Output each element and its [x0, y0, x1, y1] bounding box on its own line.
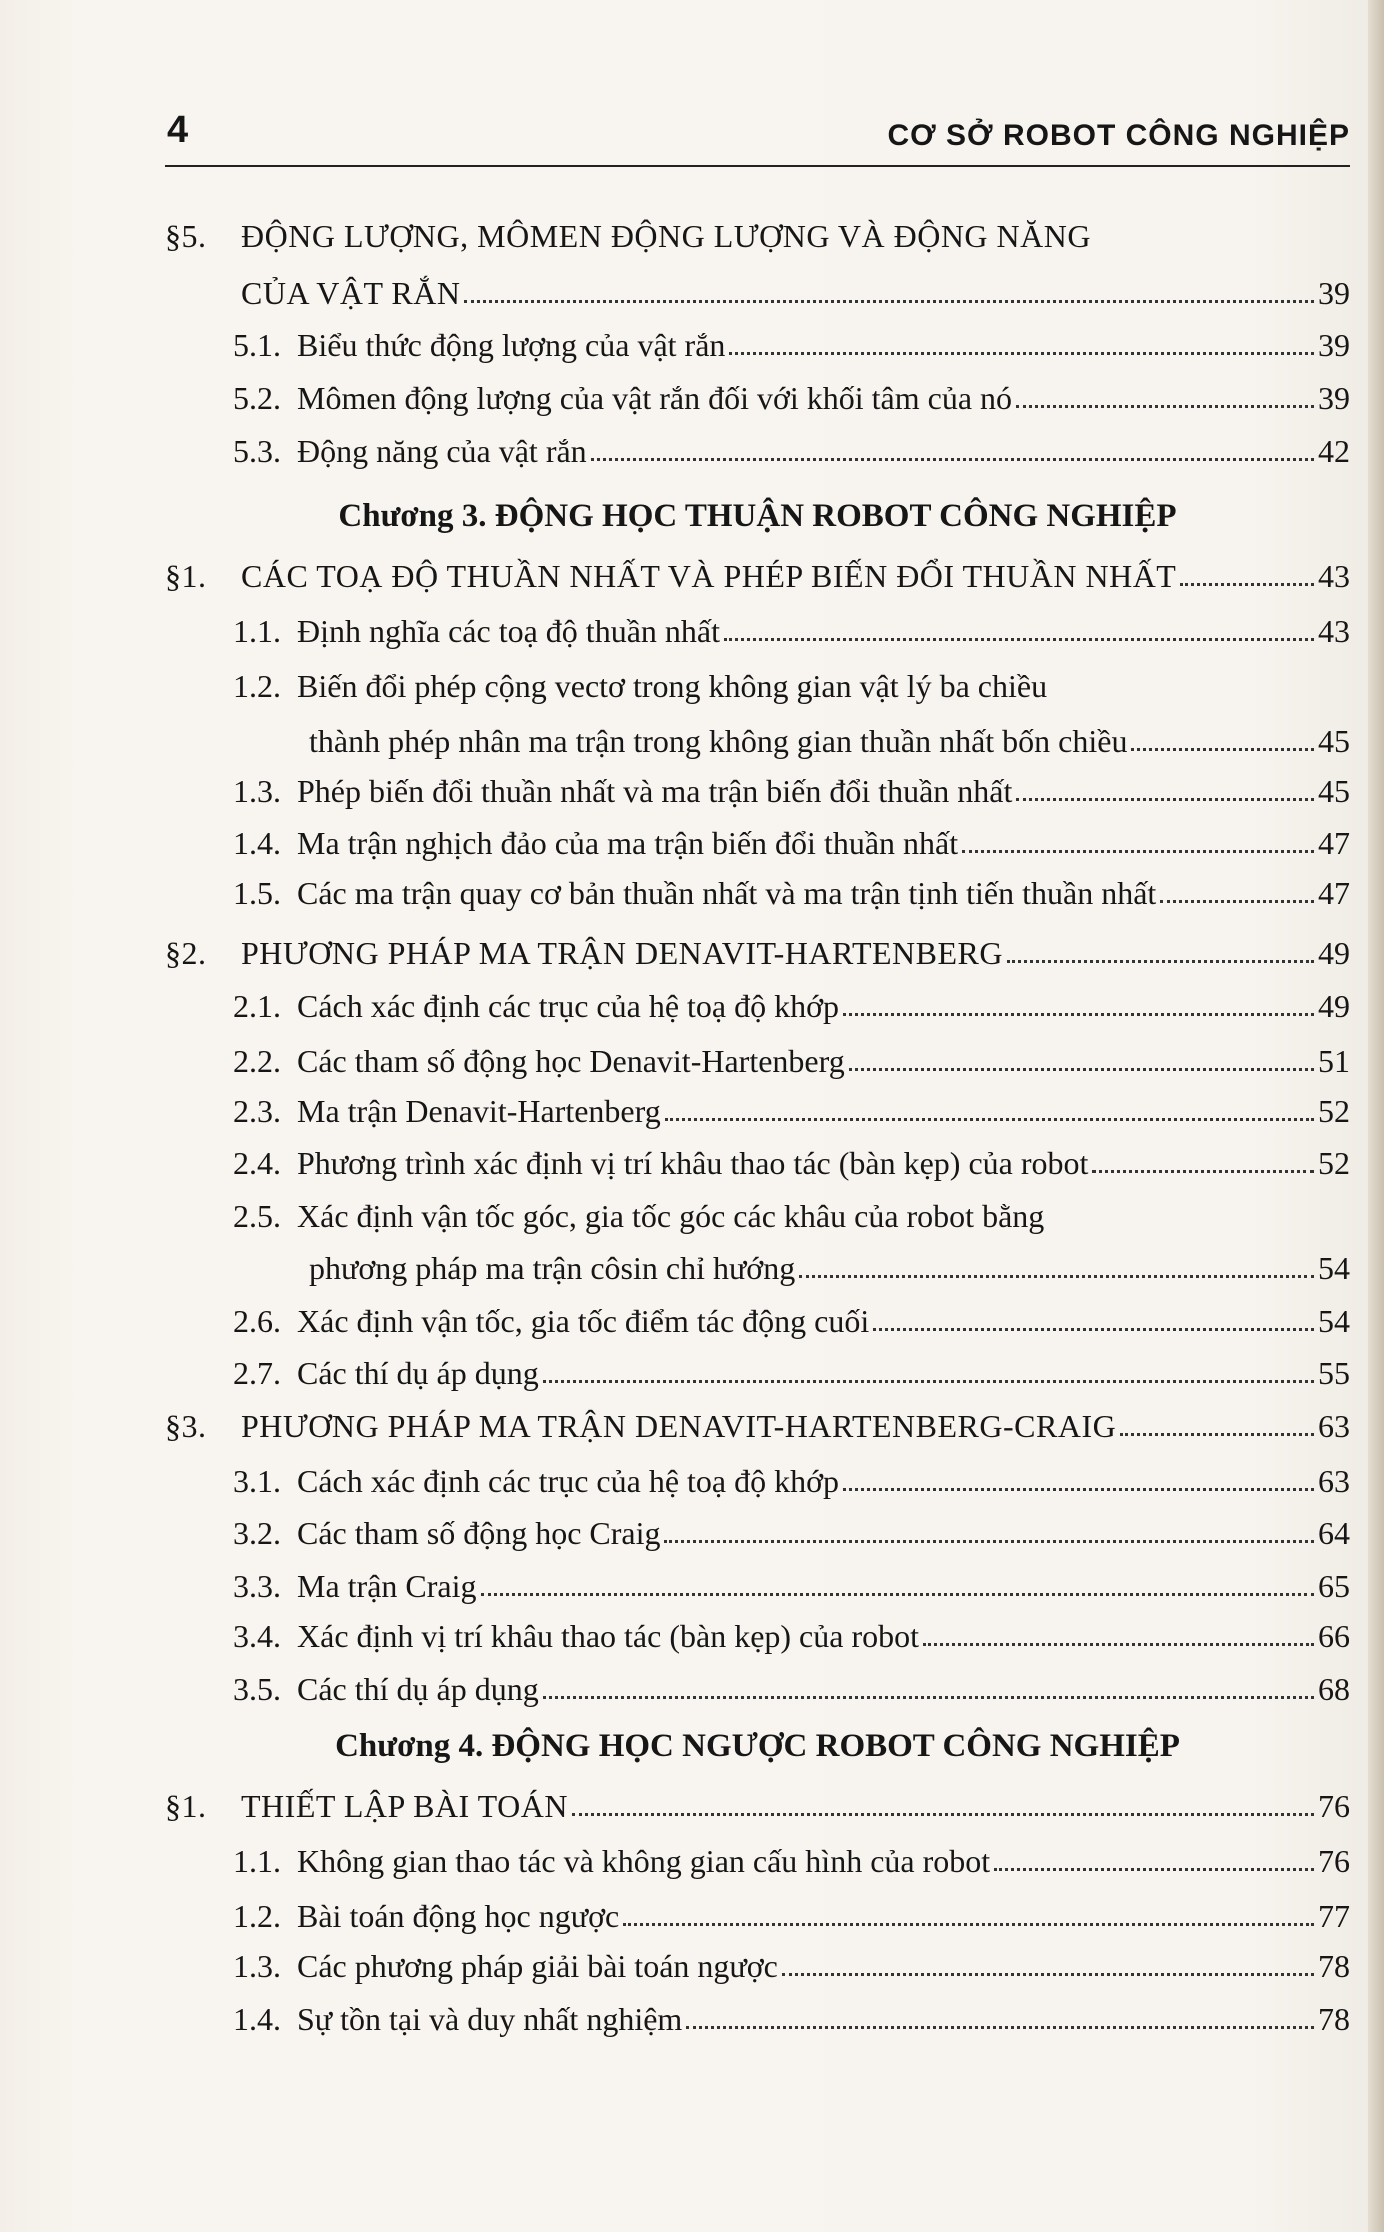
toc-entry [233, 1555, 1350, 1605]
entry-title: Phép biến đổi thuần nhất và ma trận biến đổi thuần nhất [297, 773, 1013, 809]
entry-title: Động năng của vật rắn [297, 433, 587, 469]
entry-number: §3. [165, 1408, 207, 1444]
entry-title: PHƯƠNG PHÁP MA TRẬN DENAVIT-HARTENBERG-CRAIG [241, 1408, 1117, 1444]
dot-leader [1131, 748, 1314, 751]
toc-entry [165, 922, 1350, 972]
entry-number: 1.1. [233, 613, 281, 649]
dot-leader [623, 1923, 1314, 1926]
toc-entry [233, 1830, 1350, 1880]
entry-title: Xác định vận tốc góc, gia tốc góc các khâu của robot bằng [297, 1198, 1045, 1234]
toc-entry [233, 1885, 1350, 1935]
entry-page-number: 52 [1318, 1145, 1350, 1181]
dot-leader [994, 1868, 1314, 1871]
entry-page-number: 47 [1318, 825, 1350, 861]
entry-number: 3.5. [233, 1671, 281, 1707]
entry-number: 3.4. [233, 1618, 281, 1654]
dot-leader [481, 1593, 1315, 1596]
entry-number: 1.3. [233, 773, 281, 809]
entry-number: §1. [165, 1788, 207, 1824]
entry-page-number: 54 [1318, 1303, 1350, 1339]
toc-entry [233, 1185, 1350, 1235]
entry-number: 3.2. [233, 1515, 281, 1551]
entry-number: 1.4. [233, 825, 281, 861]
entry-number: 3.1. [233, 1463, 281, 1499]
entry-number: 2.1. [233, 988, 281, 1024]
entry-title: PHƯƠNG PHÁP MA TRẬN DENAVIT-HARTENBERG [241, 935, 1003, 971]
dot-leader [543, 1696, 1314, 1699]
dot-leader [464, 300, 1314, 303]
toc-entry [233, 1658, 1350, 1708]
dot-leader [873, 1328, 1314, 1331]
entry-page-number: 42 [1318, 433, 1350, 469]
entry-page-number: 45 [1318, 773, 1350, 809]
entry-page-number: 63 [1318, 1408, 1350, 1444]
entry-page-number: 65 [1318, 1568, 1350, 1604]
toc-entry [233, 600, 1350, 650]
entry-number: 2.7. [233, 1355, 281, 1391]
entry-number: 1.1. [233, 1843, 281, 1879]
dot-leader [1160, 900, 1314, 903]
toc-entry [309, 1237, 1350, 1287]
entry-number: 1.2. [233, 668, 281, 704]
dot-leader [849, 1068, 1314, 1071]
dot-leader [843, 1013, 1314, 1016]
toc-entry [233, 862, 1350, 912]
page-edge [1368, 0, 1384, 2232]
dot-leader [782, 1973, 1314, 1976]
entry-number: 2.5. [233, 1198, 281, 1234]
entry-page-number: 47 [1318, 875, 1350, 911]
entry-title: Các tham số động học Craig [297, 1515, 661, 1551]
dot-leader [572, 1813, 1314, 1816]
toc-entry [233, 655, 1350, 705]
entry-title: Ma trận Craig [297, 1568, 477, 1604]
toc-entry [233, 420, 1350, 470]
entry-number: 2.6. [233, 1303, 281, 1339]
dot-leader [1016, 405, 1314, 408]
entry-title: Cách xác định các trục của hệ toạ độ khớp [297, 1463, 840, 1499]
entry-page-number: 39 [1318, 327, 1350, 363]
entry-number: 5.1. [233, 327, 281, 363]
toc-entry [233, 367, 1350, 417]
entry-number: 1.3. [233, 1948, 281, 1984]
entry-page-number: 68 [1318, 1671, 1350, 1707]
entry-page-number: 43 [1318, 613, 1350, 649]
entry-title: Biểu thức động lượng của vật rắn [297, 327, 726, 363]
page-header [165, 105, 1350, 167]
toc-entry [233, 1342, 1350, 1392]
toc-entry [233, 1132, 1350, 1182]
entry-title: phương pháp ma trận côsin chỉ hướng [309, 1250, 796, 1286]
dot-leader [1007, 960, 1314, 963]
chapter-heading: Chương 4. ĐỘNG HỌC NGƯỢC ROBOT CÔNG NGHIỆP [335, 1728, 1180, 1764]
dot-leader [591, 458, 1314, 461]
toc-entry [165, 205, 1350, 255]
entry-page-number: 76 [1318, 1788, 1350, 1824]
entry-title: Ma trận nghịch đảo của ma trận biến đổi thuần nhất [297, 825, 959, 861]
entry-page-number: 63 [1318, 1463, 1350, 1499]
toc-entry [233, 975, 1350, 1025]
entry-title: Mômen động lượng của vật rắn đối với khối tâm của nó [297, 380, 1013, 416]
toc-entry [233, 1290, 1350, 1340]
dot-leader [962, 850, 1314, 853]
toc-entry [309, 710, 1350, 760]
entry-title: Biến đổi phép cộng vectơ trong không gian vật lý ba chiều [297, 668, 1048, 704]
entry-page-number: 77 [1318, 1898, 1350, 1934]
entry-title: Các tham số động học Denavit-Hartenberg [297, 1043, 845, 1079]
entry-page-number: 49 [1318, 935, 1350, 971]
page-number: 4 [167, 109, 189, 151]
entry-page-number: 76 [1318, 1843, 1350, 1879]
entry-title: Xác định vận tốc, gia tốc điểm tác động cuối [297, 1303, 870, 1339]
entry-number: §1. [165, 558, 207, 594]
dot-leader [923, 1643, 1314, 1646]
dot-leader [664, 1540, 1314, 1543]
chapter-heading: Chương 3. ĐỘNG HỌC THUẬN ROBOT CÔNG NGHIỆP [338, 498, 1177, 534]
entry-title: Định nghĩa các toạ độ thuần nhất [297, 613, 720, 649]
entry-page-number: 78 [1318, 1948, 1350, 1984]
entry-title: Ma trận Denavit-Hartenberg [297, 1093, 661, 1129]
entry-title: Phương trình xác định vị trí khâu thao tác (bàn kẹp) của robot [297, 1145, 1089, 1181]
toc-entry [233, 1502, 1350, 1552]
entry-title: Các ma trận quay cơ bản thuần nhất và ma trận tịnh tiến thuần nhất [297, 875, 1157, 911]
entry-number: 1.5. [233, 875, 281, 911]
entry-number: 3.3. [233, 1568, 281, 1604]
entry-page-number: 55 [1318, 1355, 1350, 1391]
entry-title: Các thí dụ áp dụng [297, 1355, 539, 1391]
dot-leader [843, 1488, 1314, 1491]
toc-entry [233, 760, 1350, 810]
toc-entry [233, 1605, 1350, 1655]
entry-title: THIẾT LẬP BÀI TOÁN [241, 1788, 568, 1824]
entry-page-number: 43 [1318, 558, 1350, 594]
entry-page-number: 78 [1318, 2001, 1350, 2037]
toc-entry [233, 314, 1350, 364]
toc-entry [165, 545, 1350, 595]
entry-title: thành phép nhân ma trận trong không gian thuần nhất bốn chiều [309, 723, 1128, 759]
toc-entry [241, 262, 1350, 312]
entry-number: 2.3. [233, 1093, 281, 1129]
toc-entry [233, 1935, 1350, 1985]
dot-leader [1180, 583, 1314, 586]
entry-page-number: 54 [1318, 1250, 1350, 1286]
dot-leader [1016, 798, 1314, 801]
entry-page-number: 52 [1318, 1093, 1350, 1129]
entry-title: Không gian thao tác và không gian cấu hình của robot [297, 1843, 991, 1879]
dot-leader [799, 1275, 1314, 1278]
entry-number: §5. [165, 218, 207, 254]
entry-title: Sự tồn tại và duy nhất nghiệm [297, 2001, 683, 2037]
entry-title: Cách xác định các trục của hệ toạ độ khớp [297, 988, 840, 1024]
dot-leader [729, 352, 1314, 355]
entry-title: Bài toán động học ngược [297, 1898, 620, 1934]
toc-entry [233, 812, 1350, 862]
entry-number: 2.2. [233, 1043, 281, 1079]
entry-page-number: 45 [1318, 723, 1350, 759]
toc-entry [233, 1030, 1350, 1080]
toc-entry [165, 1775, 1350, 1825]
entry-title: Xác định vị trí khâu thao tác (bàn kẹp) của robot [297, 1618, 919, 1654]
entry-title: Các thí dụ áp dụng [297, 1671, 539, 1707]
entry-number: 2.4. [233, 1145, 281, 1181]
dot-leader [1092, 1170, 1314, 1173]
entry-number: 1.4. [233, 2001, 281, 2037]
entry-number: §2. [165, 935, 207, 971]
dot-leader [1120, 1433, 1314, 1436]
entry-page-number: 51 [1318, 1043, 1350, 1079]
entry-page-number: 39 [1318, 380, 1350, 416]
toc-entry [233, 1988, 1350, 2038]
entry-title: Các phương pháp giải bài toán ngược [297, 1948, 778, 1984]
entry-number: 5.2. [233, 380, 281, 416]
entry-page-number: 39 [1318, 275, 1350, 311]
entry-number: 1.2. [233, 1898, 281, 1934]
running-title: CƠ SỞ ROBOT CÔNG NGHIỆP [887, 119, 1350, 152]
toc-entry [165, 1395, 1350, 1445]
dot-leader [686, 2026, 1314, 2029]
entry-page-number: 66 [1318, 1618, 1350, 1654]
entry-number: 5.3. [233, 433, 281, 469]
toc-entry [233, 1450, 1350, 1500]
entry-title: CÁC TOẠ ĐỘ THUẦN NHẤT VÀ PHÉP BIẾN ĐỔI THUẦN NHẤT [241, 558, 1177, 594]
toc-entry [233, 1080, 1350, 1130]
entry-page-number: 64 [1318, 1515, 1350, 1551]
dot-leader [724, 638, 1314, 641]
entry-page-number: 49 [1318, 988, 1350, 1024]
entry-title: CỦA VẬT RẮN [241, 275, 461, 311]
dot-leader [543, 1380, 1314, 1383]
dot-leader [665, 1118, 1314, 1121]
entry-title: ĐỘNG LƯỢNG, MÔMEN ĐỘNG LƯỢNG VÀ ĐỘNG NĂNG [241, 218, 1091, 254]
